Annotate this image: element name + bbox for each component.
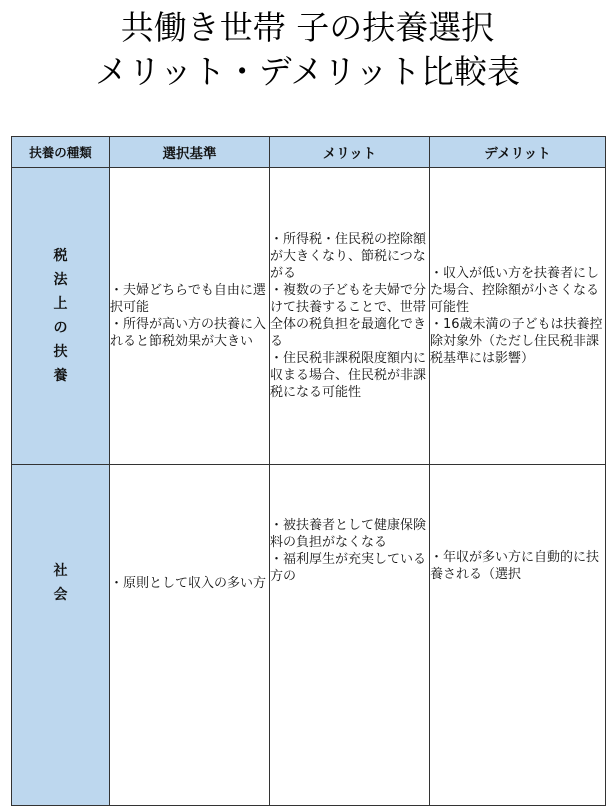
demerit-item: ・16歳未満の子どもは扶養控除対象外（ただし住民税非課税基準には影響） (430, 317, 603, 366)
criteria-cell-social (110, 465, 270, 806)
page-title (0, 6, 615, 94)
category-char: 上 (53, 296, 68, 312)
demerit-cell-social (430, 465, 606, 806)
table-row-tax (12, 168, 606, 465)
title-line-1: 共働き世帯 子の扶養選択 (120, 8, 495, 47)
table-header-row (12, 137, 606, 168)
criteria-item: ・夫婦どちらでも自由に選択可能 (110, 283, 266, 315)
merit-item: ・福利厚生が充実している方の (270, 552, 427, 584)
comparison-table (11, 136, 606, 806)
title-line-2: メリット・デメリット比較表 (94, 52, 521, 91)
criteria-item: ・所得が高い方の扶養に入れると節税効果が大きい (110, 317, 267, 349)
category-char: 税 (53, 248, 68, 264)
comparison-table-container (11, 136, 605, 606)
category-cell-tax (12, 168, 110, 465)
table-row-social (12, 465, 606, 806)
demerit-cell-tax (430, 168, 606, 465)
merit-item: ・複数の子どもを夫婦で分けて扶養することで、世帯全体の税負担を最適化できる (270, 283, 427, 349)
category-char: 会 (53, 587, 68, 603)
category-cell-social (12, 465, 110, 806)
category-char: 養 (53, 368, 68, 384)
criteria-item: ・原則として収入の多い方 (110, 576, 267, 591)
merit-item: ・住民税非課税限度額内に収まる場合、住民税が非課税になる可能性 (270, 351, 427, 400)
criteria-cell-tax (110, 168, 270, 465)
merit-cell-social (270, 465, 430, 806)
header-category: 扶養の種類 (12, 137, 110, 168)
demerit-item: ・収入が低い方を扶養者にした場合、控除額が小さくなる可能性 (430, 266, 600, 315)
header-demerit: デメリット (430, 137, 606, 168)
category-char: の (53, 320, 68, 336)
demerit-item: ・年収が多い方に自動的に扶養される（選択 (430, 550, 600, 582)
category-char: 社 (53, 563, 68, 579)
header-merit: メリット (270, 137, 430, 168)
merit-item: ・所得税・住民税の控除額が大きくなり、節税につながる (270, 232, 427, 281)
category-char: 法 (53, 272, 68, 288)
merit-cell-tax (270, 168, 430, 465)
category-char: 扶 (53, 344, 68, 360)
header-criteria: 選択基準 (110, 137, 270, 168)
merit-item: ・被扶養者として健康保険料の負担がなくなる (270, 518, 427, 550)
